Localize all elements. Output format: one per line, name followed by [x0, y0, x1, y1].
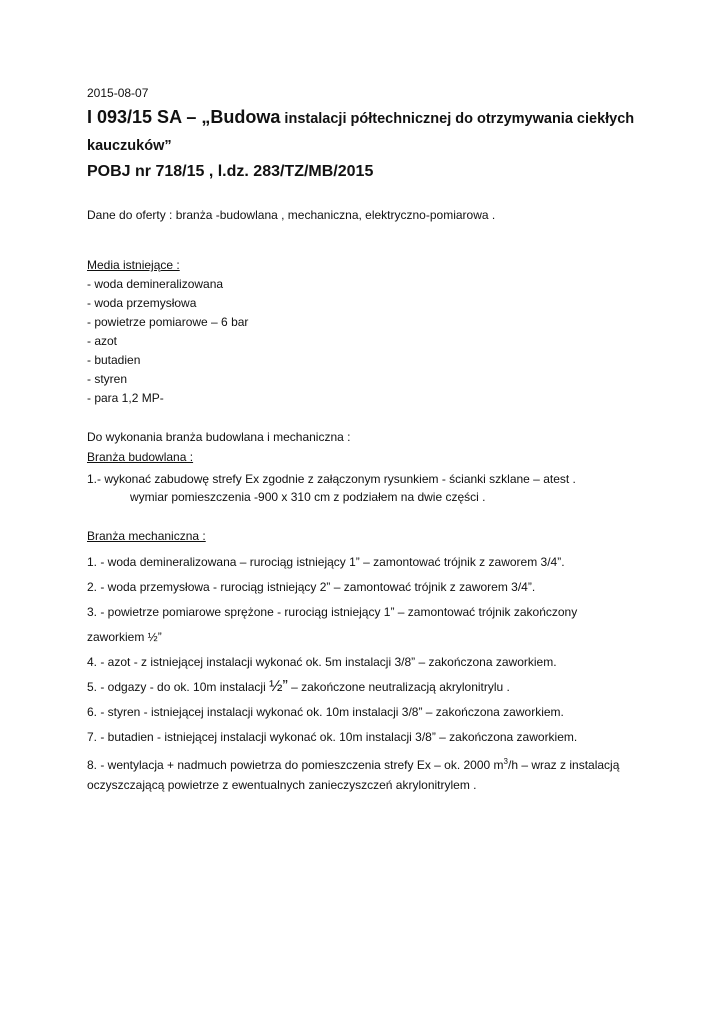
mechanical-item-8-text: 8. - wentylacja + nadmuch powietrza do pomieszczenia strefy Ex – ok. 2000 m	[87, 758, 504, 772]
document-subtitle: POBJ nr 718/15 , l.dz. 283/TZ/MB/2015	[87, 163, 374, 180]
mechanical-item-8	[87, 753, 687, 774]
document-title-line2	[87, 132, 687, 159]
media-section	[87, 256, 687, 408]
mechanical-item-5	[87, 678, 687, 696]
mechanical-item-5-text: 5. - odgazy - do ok. 10m instalacji	[87, 680, 270, 694]
media-item: - styren	[87, 372, 128, 386]
mechanical-item-1: 1. - woda demineralizowana – rurociąg istniejący 1” – zamontować trójnik z zaworem 3/4”.	[87, 555, 565, 569]
title-description: instalacji półtechnicznej do otrzymywania ciekłych	[280, 111, 635, 127]
title-project-number: I 093/15 SA – „Budowa	[87, 107, 281, 127]
media-item: - woda przemysłowa	[87, 296, 197, 310]
document-date: 2015-08-07	[87, 86, 149, 100]
media-heading: Media istniejące :	[87, 258, 180, 272]
mechanical-item-8-continuation: oczyszczającą powietrze z ewentualnych zanieczyszczeń akrylonitrylem .	[87, 778, 477, 792]
media-item: - butadien	[87, 353, 141, 367]
mechanical-item-4: 4. - azot - z istniejącej instalacji wykonać ok. 5m instalacji 3/8” – zakończona zaworkiem.	[87, 655, 557, 669]
mechanical-item-3-continuation: zaworkiem ½”	[87, 630, 162, 644]
construction-item-1: 1.- wykonać zabudowę strefy Ex zgodnie z załączonym rysunkiem - ścianki szklane – atest .	[87, 472, 576, 486]
title-continuation: kauczuków”	[87, 138, 172, 154]
scope-heading: Do wykonania branża budowlana i mechaniczna :	[87, 430, 351, 444]
mechanical-heading: Branża mechaniczna :	[87, 529, 206, 543]
mechanical-item-5-size: ½”	[269, 678, 288, 695]
mechanical-item-2: 2. - woda przemysłowa - rurociąg istniejący 2” – zamontować trójnik z zaworem 3/4”.	[87, 580, 536, 594]
mechanical-item-3: 3. - powietrze pomiarowe sprężone - rurociąg istniejący 1” – zamontować trójnik zakończony	[87, 605, 578, 619]
media-item: - para 1,2 MP-	[87, 391, 164, 405]
media-item: - azot	[87, 334, 118, 348]
mechanical-item-6: 6. - styren - istniejącej instalacji wykonać ok. 10m instalacji 3/8” – zakończona zaworkiem.	[87, 705, 564, 719]
intro-text: Dane do oferty : branża -budowlana , mechaniczna, elektryczno-pomiarowa .	[87, 208, 496, 222]
document-page	[87, 84, 687, 801]
mechanical-item-8-rest: /h – wraz z instalacją	[508, 758, 620, 772]
document-title	[87, 104, 687, 132]
mechanical-item-8-superscript: 3	[503, 757, 508, 766]
media-item: - woda demineralizowana	[87, 277, 224, 291]
mechanical-item-5-rest: – zakończone neutralizacją akrylonitrylu .	[287, 680, 510, 694]
construction-heading: Branża budowlana :	[87, 450, 194, 464]
construction-item-1-dimensions: wymiar pomieszczenia -900 x 310 cm z podziałem na dwie części .	[130, 490, 486, 504]
media-item: - powietrze pomiarowe – 6 bar	[87, 315, 249, 329]
mechanical-item-7: 7. - butadien - istniejącej instalacji wykonać ok. 10m instalacji 3/8” – zakończona zaworkiem.	[87, 730, 578, 744]
mechanical-list	[87, 553, 687, 794]
